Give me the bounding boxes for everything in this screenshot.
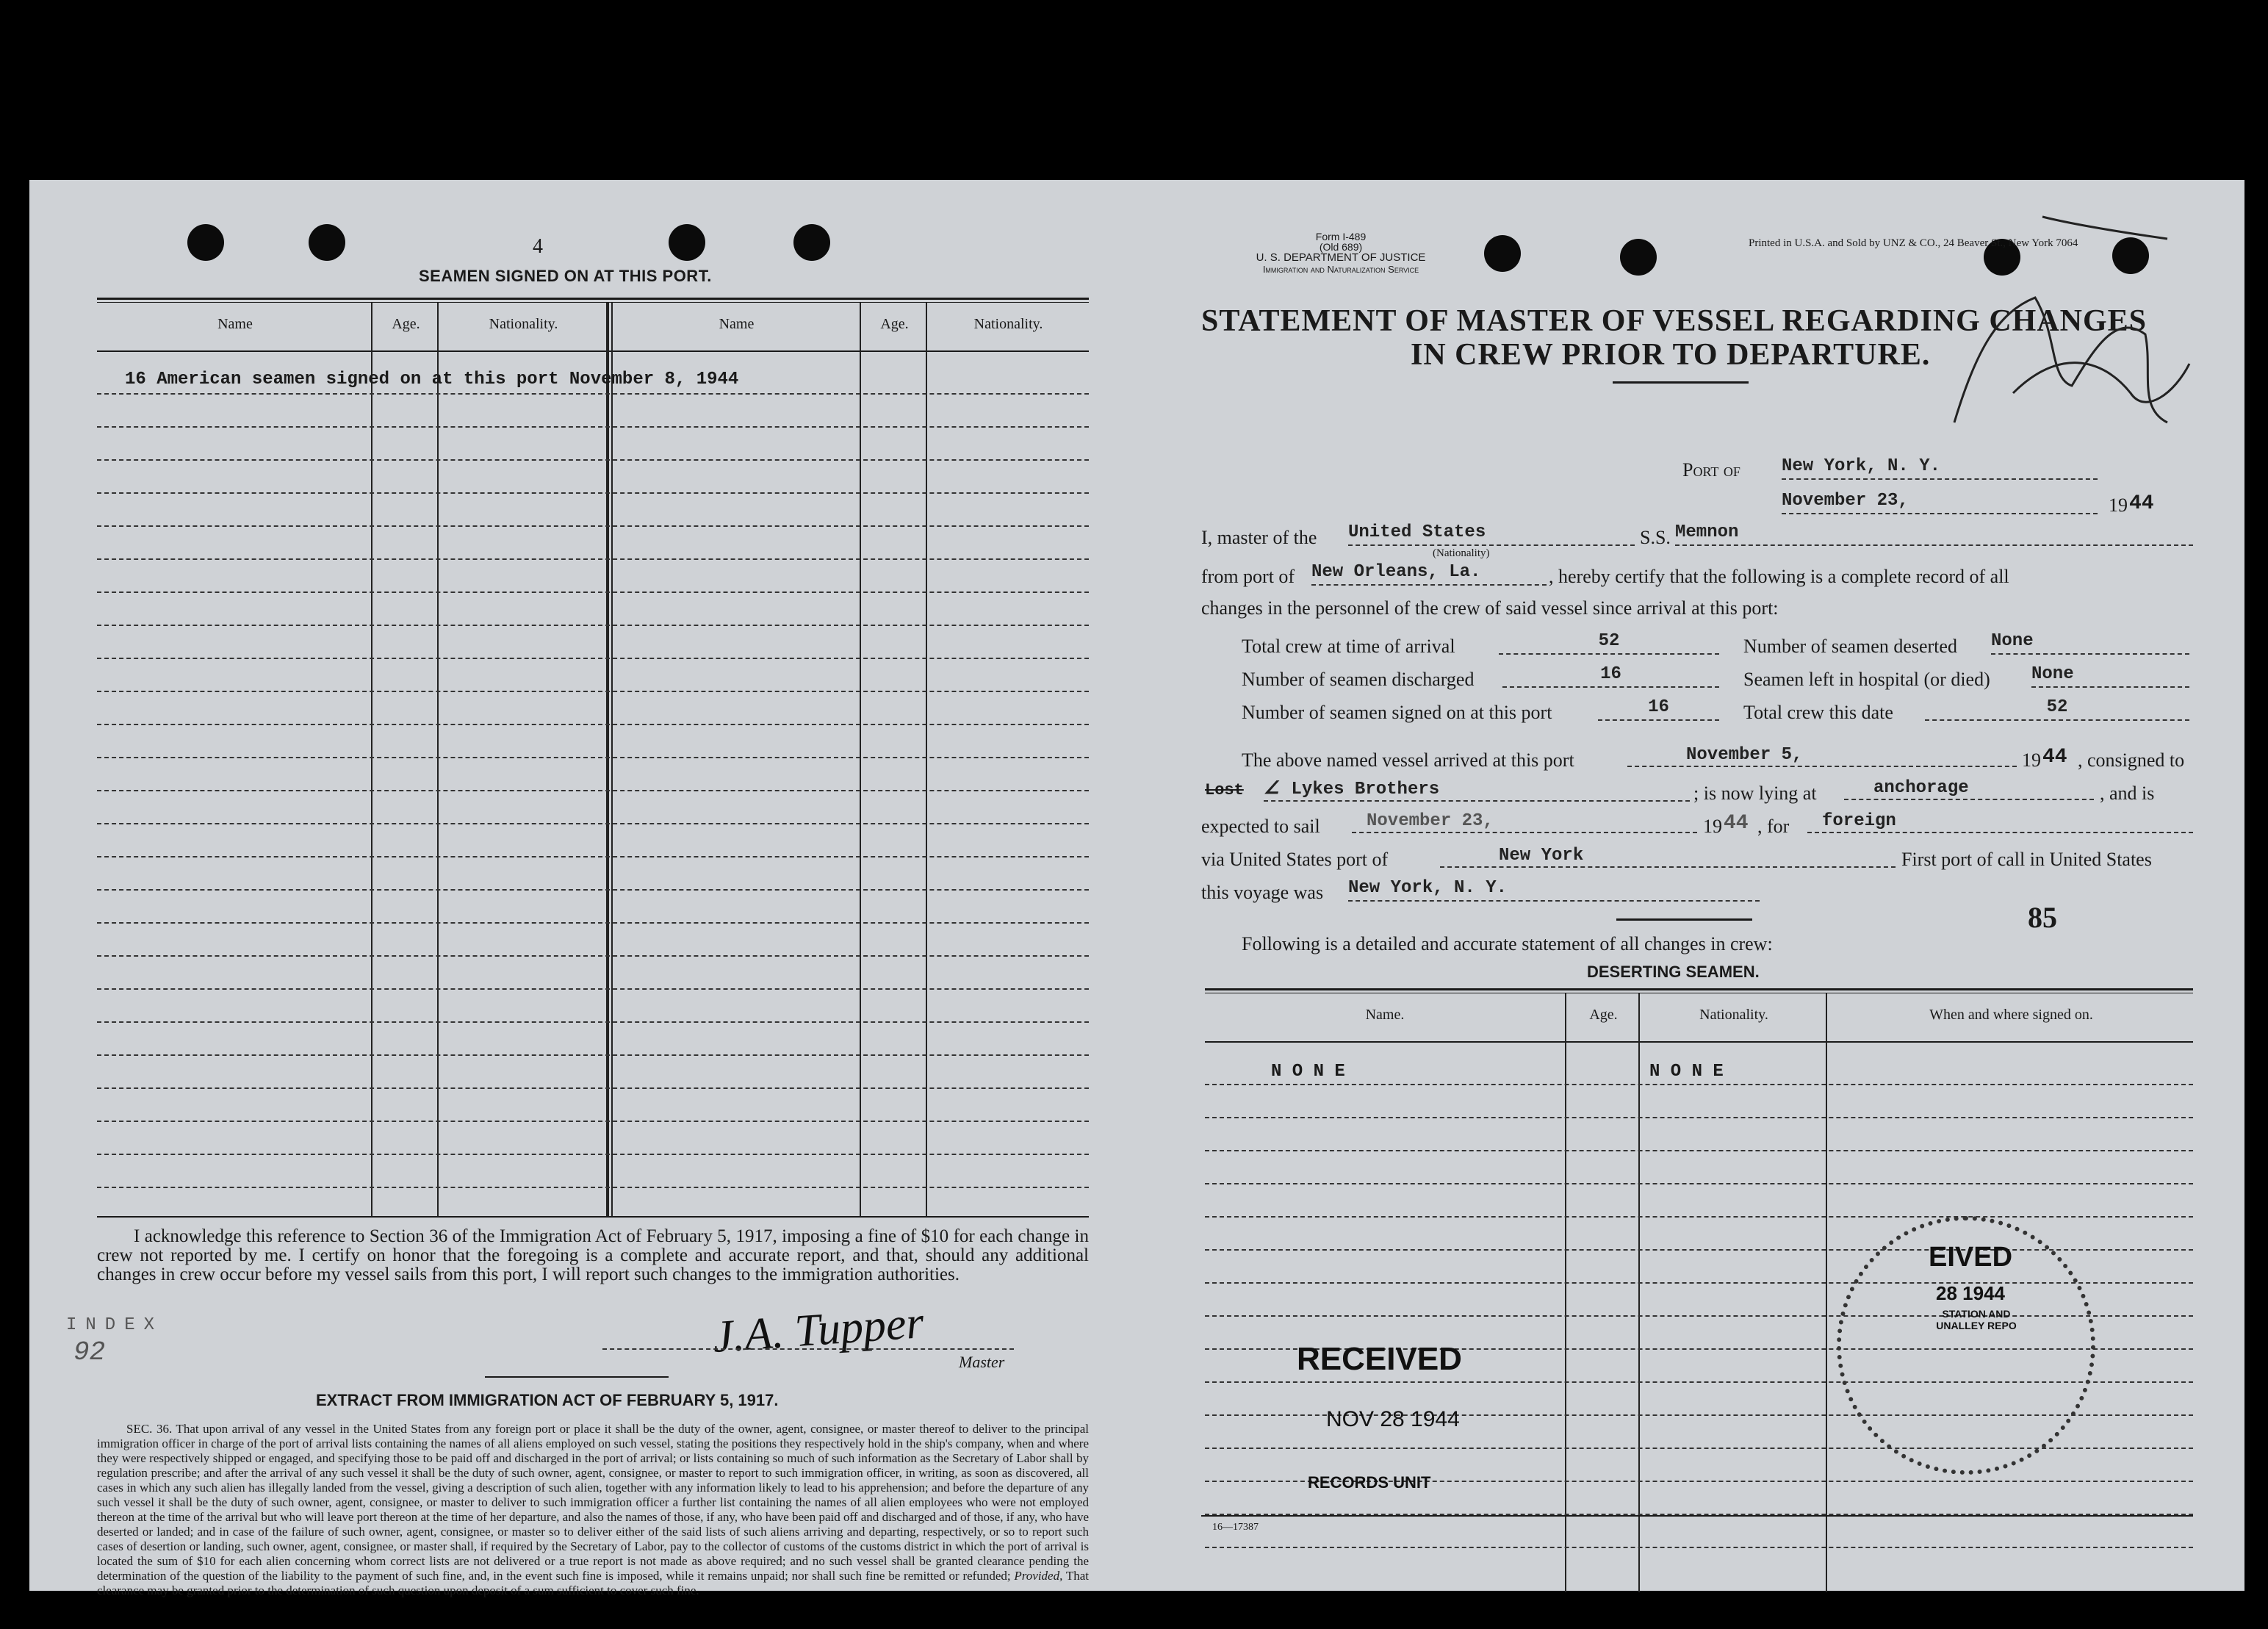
row-line [97, 492, 1089, 494]
nationality-caption: (Nationality) [1433, 547, 1490, 559]
row-line [97, 1021, 1089, 1023]
printer-notice: Printed in U.S.A. and Sold by UNZ & CO., 24 Beaver St., New York 7064 [1749, 237, 2078, 249]
section-title: SEAMEN SIGNED ON AT THIS PORT. [419, 267, 712, 285]
punch-hole [187, 224, 224, 261]
lying-text: ; is now lying at [1693, 783, 1817, 804]
discharged-value: 16 [1502, 664, 1719, 688]
port-value: New York, N. Y. [1782, 456, 2098, 480]
discharged-label: Number of seamen discharged [1242, 669, 1475, 690]
row-line [97, 1121, 1089, 1122]
form-old-text: (Old 689) [1319, 241, 1363, 253]
row-line [1205, 1084, 2193, 1085]
via-value: New York [1440, 846, 1896, 868]
deserting-title: DESERTING SEAMEN. [1587, 963, 1760, 981]
acknowledgment-text: I acknowledge this reference to Section 36 of the Immigration Act of February 5, 1917, imposing a fine of $10 for each change in crew not reported by me. I certify on honor that the foregoing is a complete and accurate report, and that, should any additional changes in crew occur before my vessel sails from this port, I will report such changes to the immigration authorities. [97, 1226, 1089, 1284]
column-header-name: Name. [1365, 1007, 1405, 1023]
column-header-signed-on: When and where signed on. [1929, 1007, 2093, 1023]
index-stamp: INDEX [66, 1315, 164, 1335]
via-text: via United States port of [1201, 849, 1389, 870]
row-line [1205, 1547, 2193, 1548]
column-header-age: Age. [1589, 1007, 1618, 1023]
row-line [97, 790, 1089, 791]
row-line [97, 1054, 1089, 1056]
round-stamp-word: EIVED [1929, 1242, 2013, 1273]
column-divider [371, 303, 372, 1218]
table-bottom-rule [97, 1216, 1089, 1218]
column-divider [437, 303, 439, 1218]
expected-text: expected to sail [1201, 816, 1320, 837]
index-number: 92 [73, 1337, 106, 1367]
deserter-name: N O N E [1271, 1062, 1345, 1082]
service-name: Immigration and Naturalization Service [1262, 264, 1419, 275]
column-header-name: Name [217, 316, 253, 332]
row-line [97, 658, 1089, 659]
consignee-struck: Lost [1205, 781, 1244, 799]
row-line [97, 558, 1089, 560]
separator-rule [1616, 918, 1752, 921]
arrived-text: The above named vessel arrived at this port [1242, 749, 1574, 771]
row-line [97, 459, 1089, 461]
column-divider [926, 303, 927, 1218]
year-value: 44 [2129, 492, 2154, 515]
total-date-value: 52 [1925, 697, 2189, 721]
row-line [1205, 1183, 2193, 1184]
header-rule [1205, 1041, 2193, 1043]
extract-tail: That clearance may be granted prior to the determination of such question upon deposit of a sum sufficient to cover such fine. [97, 1569, 1089, 1597]
arrived-year-prefix: 19 [2022, 749, 2041, 771]
punch-hole [793, 224, 830, 261]
department-header [1209, 252, 1473, 276]
expected-year-prefix: 19 [1703, 816, 1722, 837]
extract-title: EXTRACT FROM IMMIGRATION ACT OF FEBRUARY 5, 1917. [316, 1391, 779, 1409]
total-arrival-value: 52 [1499, 631, 1719, 655]
page-number: 4 [533, 235, 543, 258]
punch-hole [309, 224, 345, 261]
column-divider [860, 303, 861, 1218]
ship-name: Memnon [1675, 522, 2193, 546]
row-line [97, 1087, 1089, 1089]
row-line [97, 757, 1089, 758]
master-of-label: I, master of the [1201, 527, 1317, 548]
master-label: Master [959, 1353, 1005, 1371]
row-line [97, 889, 1089, 891]
title-underline [1613, 381, 1749, 384]
for-text: , for [1757, 816, 1790, 837]
deserted-label: Number of seamen deserted [1743, 636, 1957, 657]
signature-line [602, 1348, 1014, 1350]
row-line [97, 691, 1089, 692]
row-line [97, 724, 1089, 725]
scribble-stroke [1954, 217, 2189, 422]
row-line [97, 426, 1089, 428]
voyage-value: New York, N. Y. [1348, 878, 1760, 902]
row-line [97, 625, 1089, 626]
department-name: U. S. DEPARTMENT OF JUSTICE [1256, 251, 1426, 264]
ss-label: S.S. [1640, 527, 1671, 548]
voyage-text: this voyage was [1201, 882, 1324, 903]
total-date-label: Total crew this date [1743, 702, 1893, 723]
row-line [97, 525, 1089, 527]
column-header-nationality: Nationality. [973, 316, 1043, 332]
row-line [97, 955, 1089, 957]
round-stamp-text: STATION AND UNALLEY REPO [1936, 1308, 2017, 1331]
form-number-text: Form I-489 [1315, 231, 1367, 242]
consignee-name: Lykes Brothers [1291, 780, 1440, 799]
table-top-rule [97, 302, 1089, 303]
row-line [1205, 1150, 2193, 1151]
following-text: Following is a detailed and accurate statement of all changes in crew: [1242, 933, 1773, 954]
row-line [1205, 1117, 2193, 1118]
extract-body: SEC. 36. That upon arrival of any vessel in the United States from any foreign port or place it shall be the duty of the owner, agent, consignee, or master thereof to deliver to the principal immigration officer in charge of the port of arrival lists containing the names of all aliens employed on such vessel, stating the positions they respectively hold in the ship's company, when and where they were respectively shipped or engaged, and specifying those to be paid off and discharged in the port of arrival; or lists containing so much of such information as the Secretary of Labor shall by regulation prescribe; and after the arrival of any such vessel it shall be the duty of such owner, agent, consignee, or master to report to such immigration officer, in writing, as soon as discovered, all cases in which any such alien has illegally landed from the vessel, giving a description of such alien, together with any information likely to lead to his apprehension; and before the departure of any such vessel it shall be the duty of such owner, agent, consignee, or master to deliver to such immigration officer a further list containing the names of all alien employees who were not employed thereon at the time of the arrival but who will leave port thereon at the time of her departure, and also the names of those, if any, who have been paid off and discharged and of those, if any, who have deserted or landed; and in case of the failure of such owner, agent, consignee, or master so to deliver either of the said lists of such aliens arriving and departing, respectively, or so to report such cases of desertion or landing, such owner, agent, consignee, or master shall, if required by the Secretary of Labor, pay to the collector of customs of the customs district in which the port of arrival is located the sum of $10 for each alien concerning whom correct lists are not delivered or a true report is not made as above required; and no such vessel shall be granted clearance pending the determination of the question of the liability to the payment of such fine, and, in the event such fine is imposed, while it remains unpaid; nor shall such fine be remitted or refunded; [97, 1422, 1089, 1583]
row-line [97, 988, 1089, 990]
row-line [1205, 1216, 2193, 1218]
table-top-rule [1205, 988, 2193, 990]
hospital-label: Seamen left in hospital (or died) [1743, 669, 1990, 690]
lying-value: anchorage [1844, 778, 2094, 800]
column-header-age: Age. [880, 316, 909, 332]
form-title-line2: IN CREW PRIOR TO DEPARTURE. [1411, 338, 1931, 372]
row-line [97, 823, 1089, 824]
column-divider [606, 303, 609, 1218]
punch-hole [669, 224, 705, 261]
signed-on-label: Number of seamen signed on at this port [1242, 702, 1552, 723]
table-top-rule [97, 298, 1089, 300]
row-line [97, 1154, 1089, 1155]
punch-hole [1484, 235, 1521, 272]
for-value: foreign [1807, 811, 2193, 833]
extract-text [97, 1422, 1089, 1598]
row-line [97, 591, 1089, 593]
row-line [97, 856, 1089, 857]
expected-year: 44 [1724, 812, 1749, 835]
separator-rule [485, 1376, 669, 1378]
received-date: NOV 28 1944 [1326, 1407, 1460, 1431]
changes-text: changes in the personnel of the crew of said vessel since arrival at this port: [1201, 597, 1779, 619]
column-header-name: Name [719, 316, 755, 332]
received-stamp: RECEIVED [1297, 1341, 1462, 1377]
consigned-text: , consigned to [2078, 749, 2185, 771]
date-value: November 23, [1782, 491, 2098, 514]
deserted-value: None [1991, 631, 2189, 655]
records-unit: RECORDS UNIT [1308, 1473, 1431, 1492]
column-header-age: Age. [392, 316, 420, 332]
form-title-line1: STATEMENT OF MASTER OF VESSEL REGARDING CHANGES [1201, 304, 2148, 338]
round-stamp-date: 28 1944 [1936, 1282, 2005, 1304]
extract-provided: Provided, [1014, 1569, 1063, 1583]
and-is-text: , and is [2100, 783, 2155, 804]
handwritten-number: 85 [2028, 901, 2057, 934]
from-port-label: from port of [1201, 566, 1295, 587]
column-header-nationality: Nationality. [489, 316, 558, 332]
row-line [97, 922, 1089, 924]
arrived-year: 44 [2042, 746, 2067, 769]
header-rule [97, 350, 1089, 352]
signed-on-value: 16 [1598, 697, 1719, 721]
nationality-value: United States [1348, 522, 1635, 546]
row-line [97, 1187, 1089, 1188]
hospital-value: None [2031, 664, 2189, 688]
master-signature: J.A. Tupper [710, 1298, 926, 1362]
arrived-date: November 5, [1627, 745, 2017, 767]
first-port-text: First port of call in United States [1901, 849, 2152, 870]
consignee-value: ∠ Lykes Brothers [1264, 778, 1690, 802]
handwritten-scribble [1925, 202, 2219, 445]
form-code: 16—17387 [1212, 1522, 1259, 1533]
deserter-nationality: N O N E [1649, 1062, 1724, 1082]
row-line [97, 393, 1089, 395]
column-divider [611, 303, 613, 1218]
certify-text: , hereby certify that the following is a complete record of all [1549, 566, 2009, 587]
expected-date: November 23, [1352, 811, 1697, 833]
port-label: Port of [1682, 459, 1740, 481]
entry-text: 16 American seamen signed on at this port November 8, 1944 [125, 370, 739, 389]
form-bottom-rule [1201, 1515, 2193, 1517]
document-page [29, 180, 2244, 1597]
from-port-value: New Orleans, La. [1311, 562, 1547, 586]
column-header-nationality: Nationality. [1699, 1007, 1768, 1023]
punch-hole [1620, 239, 1657, 276]
total-arrival-label: Total crew at time of arrival [1242, 636, 1455, 657]
year-prefix: 19 [2109, 495, 2128, 516]
form-number [1297, 231, 1385, 252]
